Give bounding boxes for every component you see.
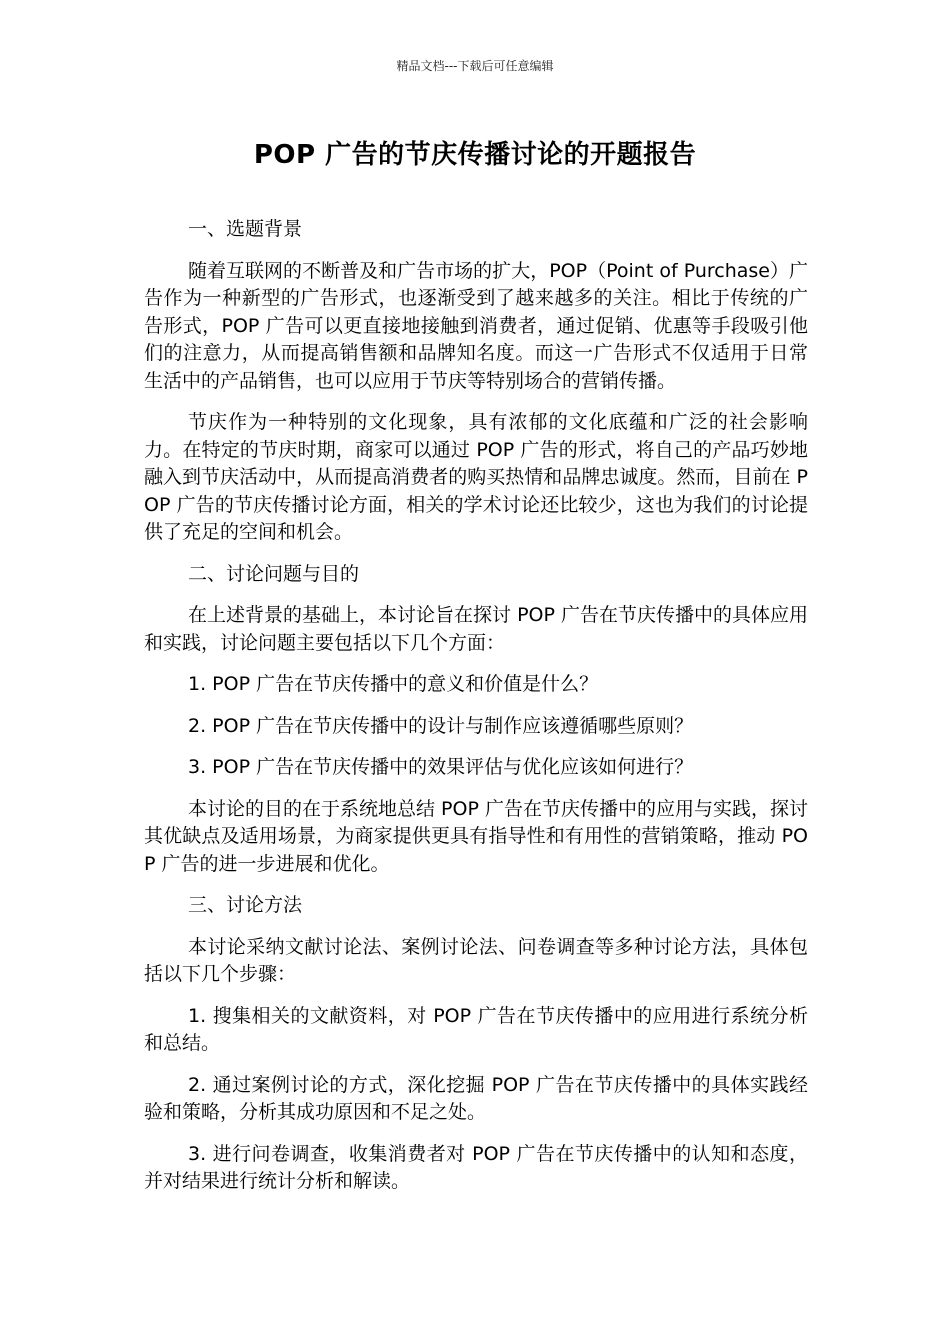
list-item: 1. POP 广告在节庆传播中的意义和价值是什么？ (188, 673, 599, 695)
section-heading-methods: 三、讨论方法 (188, 894, 303, 916)
section-heading-background: 一、选题背景 (188, 218, 303, 240)
list-item: 1. 搜集相关的文献资料，对 POP 广告在节庆传播中的应用进行系统分析和总结。 (144, 1004, 808, 1054)
document-title: POP 广告的节庆传播讨论的开题报告 (253, 140, 697, 170)
paragraph: 本讨论采纳文献讨论法、案例讨论法、问卷调查等多种讨论方法，具体包括以下几个步骤： (144, 935, 808, 985)
paragraph: 本讨论的目的在于系统地总结 POP 广告在节庆传播中的应用与实践，探讨其优缺点及适用场景，为商家提供更具有指导性和有用性的营销策略，推动 POP 广告的进一步进展和优化。 (144, 797, 808, 875)
paragraph: 节庆作为一种特别的文化现象，具有浓郁的文化底蕴和广泛的社会影响力。在特定的节庆时期，商家可以通过 POP 广告的形式，将自己的产品巧妙地融入到节庆活动中，从而提高消费者的购买热情和品牌忠诚度。然而，目前在 POP 广告的节庆传播讨论方面，相关的学术讨论还比较少，这也为我们的讨论提供了充足的空间和机会。 (144, 411, 808, 543)
section-heading-questions: 二、讨论问题与目的 (188, 562, 360, 585)
document-body (144, 216, 808, 1210)
list-item: 3. 进行问卷调查，收集消费者对 POP 广告在节庆传播中的认知和态度，并对结果进行统计分析和解读。 (144, 1142, 808, 1192)
paragraph: 在上述背景的基础上，本讨论旨在探讨 POP 广告在节庆传播中的具体应用和实践，讨论问题主要包括以下几个方面： (144, 604, 808, 654)
list-item: 3. POP 广告在节庆传播中的效果评估与优化应该如何进行？ (188, 756, 694, 778)
page-header-note: 精品文档---下载后可任意编辑 (396, 59, 554, 73)
list-item: 2. 通过案例讨论的方式，深化挖掘 POP 广告在节庆传播中的具体实践经验和策略，分析其成功原因和不足之处。 (144, 1073, 808, 1123)
list-item: 2. POP 广告在节庆传播中的设计与制作应该遵循哪些原则？ (188, 714, 694, 737)
paragraph: 随着互联网的不断普及和广告市场的扩大，POP（Point of Purchase）广告作为一种新型的广告形式，也逐渐受到了越来越多的关注。相比于传统的广告形式，POP 广告可以更直接地接触到消费者，通过促销、优惠等手段吸引他们的注意力，从而提高销售额和品牌知名度。而这一广告形式不仅适用于日常生活中的产品销售，也可以应用于节庆等特别场合的营销传播。 (144, 259, 808, 392)
